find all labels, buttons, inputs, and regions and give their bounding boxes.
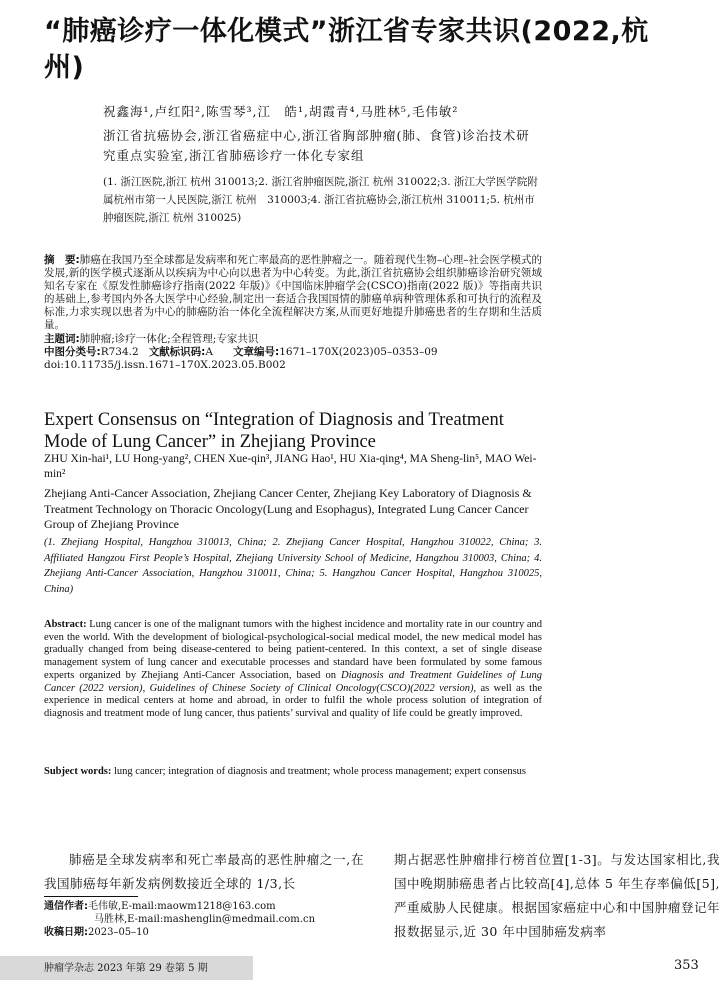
keywords-chinese-text: 肺肿瘤;诊疗一体化;全程管理;专家共识 — [79, 333, 259, 345]
abstract-english-part1: Lung cancer is one of the malignant tumors with the highest incidence and mortality rate in our country and even the world. With the development of biological-psychological-social medical model, the new medical model has gradually changed from being disease-centered to being patient-centered. In this context, a set of single disease management system of lung cancer and executable processes and standard have been formulated by some famous experts organized by Zhejiang Anti-Cancer Association, based on — [44, 619, 542, 681]
received-date-value: 2023–05–10 — [88, 927, 149, 938]
body-text-right-column: 期占据恶性肿瘤排行榜首位置[1-3]。与发达国家相比,我国中晚期肺癌患者占比较高[4],总体 5 年生存率偏低[5],严重威胁人民健康。根据国家癌症中心和中国肿瘤登记年报数据显示,近 30 年中国肺癌发病率 — [394, 852, 720, 939]
title-chinese: “肺癌诊疗一体化模式”浙江省专家共识(2022,杭州) — [44, 16, 649, 83]
abstract-english-label: Abstract: — [44, 619, 87, 630]
organizations-chinese: 浙江省抗癌协会,浙江省癌症中心,浙江省胸部肿瘤(肺、食管)诊治技术研究重点实验室,浙江省肺癌诊疗一体化专家组 — [103, 128, 530, 163]
doi: doi:10.11735/j.issn.1671–170X.2023.05.B002 — [44, 359, 286, 371]
abstract-english-part2: , — [142, 682, 150, 694]
abstract-english — [44, 619, 542, 721]
journal-footer: 肿瘤学杂志 2023 年第 29 卷第 5 期 — [44, 963, 208, 974]
corresponding-author-label: 通信作者: — [44, 901, 88, 912]
subject-words-text: lung cancer; integration of diagnosis and treatment; whole process management; expert consensus — [114, 766, 526, 777]
classification-row — [44, 346, 542, 359]
keywords-chinese — [44, 333, 542, 346]
subject-words-english — [44, 765, 542, 778]
abstract-chinese-text: 肺癌在我国乃至全球都是发病率和死亡率最高的恶性肿瘤之一。随着现代生物–心理–社会医学模式的发展,新的医学模式逐渐从以疾病为中心向以患者为中心转变。为此,浙江省抗癌协会组织肺癌诊治研究领域知名专家在《原发性肺癌诊疗指南(2022 年版)》《中国临床肿瘤学会(CSCO)指南(2022 版)》等指南共识的基础上,参考国内外各大医学中心经验,制定出一套适合我国国情的肺癌单病种管理体系和可执行的流程及标准,力求实现以患者为中心的肺癌防治一体化全流程解决方案,从而更好地提升肺癌患者的生存期和生活质量。 — [44, 254, 542, 331]
abstract-english-guideline1: Diagnosis and Treatment Guidelines of Lung Cancer (2022 version) — [44, 669, 542, 694]
page-number: 353 — [674, 958, 699, 973]
abstract-english-guideline2: Guidelines of Chinese Society of Clinical Oncology(CSCO)(2022 version) — [149, 682, 474, 694]
footnote-divider — [44, 896, 138, 897]
body-text-left-column: 肺癌是全球发病率和死亡率最高的恶性肿瘤之一,在我国肺癌每年新发病例数接近全球的 1/3,长 — [44, 852, 364, 891]
affiliations-chinese: (1. 浙江医院,浙江 杭州 310013;2. 浙江省肿瘤医院,浙江 杭州 310022;3. 浙江大学医学院附属杭州市第一人民医院,浙江 杭州 310003;4. 浙江省抗癌协会,浙江杭州 310011;5. 杭州市肿瘤医院,浙江 杭州 310025) — [103, 176, 538, 224]
doc-code-value: A — [205, 346, 213, 358]
subject-words-label: Subject words: — [44, 766, 112, 777]
received-date — [44, 926, 364, 939]
doc-code-label: 文献标识码: — [148, 346, 206, 358]
authors-chinese: 祝鑫海¹,卢红阳²,陈雪琴³,江 皓¹,胡霞青⁴,马胜林⁵,毛伟敏² — [103, 104, 459, 119]
article-number-label: 文章编号: — [233, 346, 280, 358]
keywords-chinese-label: 主题词: — [44, 333, 80, 345]
corresponding-author-1 — [44, 900, 364, 913]
clc-label: 中图分类号: — [44, 346, 101, 358]
corresponding-author-2: 马胜林,E-mail:mashenglin@medmail.com.cn — [94, 914, 316, 925]
corresponding-author-1-text: 毛伟敏,E-mail:maowm1218@163.com — [88, 901, 276, 912]
clc-value: R734.2 — [100, 346, 139, 358]
organizations-english: Zhejiang Anti-Cancer Association, Zhejiang Cancer Center, Zhejiang Key Laboratory of Diagnosis & Treatment Technology on Thoracic Oncology(Lung and Esophagus), Integrated Lung Cancer Cancer Group of Zhejiang Province — [44, 486, 532, 531]
title-english: Expert Consensus on “Integration of Diagnosis and Treatment Mode of Lung Cancer” in Zhejiang Province — [44, 410, 504, 452]
abstract-english-part3: , as well as the experience in medical centers at home and abroad, in order to fulfil the whole process solution of integration of diagnosis and treatment mode of lung cancer, thus patients’ survival and quality of life could be greatly improved. — [44, 682, 542, 719]
article-number-value: 1671–170X(2023)05–0353–09 — [279, 346, 438, 358]
abstract-chinese — [44, 254, 542, 332]
affiliations-english: (1. Zhejiang Hospital, Hangzhou 310013, China; 2. Zhejiang Cancer Hospital, Hangzhou 310022, China; 3. Affiliated Hangzou First People’s Hospital, Zhejiang University School of Medicine, Hangzhou 310003, China; 4. Zhejiang Anti-Cancer Association, Hangzhou 310011, China; 5. Hangzhou Cancer Hospital, Hangzhou 310025, China) — [44, 537, 542, 595]
received-date-label: 收稿日期: — [44, 927, 88, 938]
abstract-chinese-label: 摘 要: — [44, 254, 80, 266]
authors-english: ZHU Xin-hai¹, LU Hong-yang², CHEN Xue-qin³, JIANG Hao¹, HU Xia-qing⁴, MA Sheng-lin⁵, MAO Wei-min² — [44, 453, 537, 480]
